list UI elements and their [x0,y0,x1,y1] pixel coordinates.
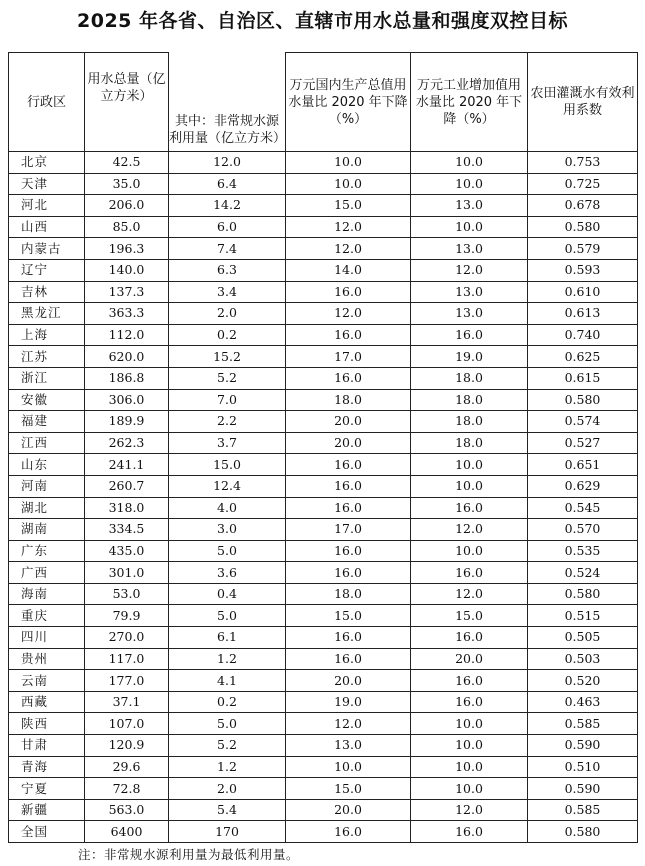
table-row [9,562,638,584]
cell-industry-decline: 10.0 [411,735,528,757]
cell-industry-decline: 16.0 [411,627,528,649]
cell-gdp-decline: 12.0 [286,713,411,735]
cell-region: 西藏 [9,691,85,713]
cell-irrigation-coefficient: 0.615 [528,367,638,389]
cell-gdp-decline: 12.0 [286,303,411,325]
cell-gdp-decline: 10.0 [286,173,411,195]
cell-unconventional: 1.2 [169,648,286,670]
cell-irrigation-coefficient: 0.725 [528,173,638,195]
table-row [9,195,638,217]
table-row [9,346,638,368]
table-row [9,281,638,303]
cell-industry-decline: 10.0 [411,713,528,735]
table-row [9,152,638,174]
cell-unconventional: 3.7 [169,432,286,454]
cell-industry-decline: 13.0 [411,195,528,217]
cell-total: 318.0 [85,497,169,519]
cell-gdp-decline: 19.0 [286,691,411,713]
cell-irrigation-coefficient: 0.625 [528,346,638,368]
cell-region: 云南 [9,670,85,692]
cell-unconventional: 5.0 [169,713,286,735]
cell-industry-decline: 13.0 [411,238,528,260]
cell-industry-decline: 18.0 [411,411,528,433]
cell-irrigation-coefficient: 0.520 [528,670,638,692]
cell-unconventional: 5.4 [169,799,286,821]
cell-total: 262.3 [85,432,169,454]
cell-total: 42.5 [85,152,169,174]
cell-total: 241.1 [85,454,169,476]
table-row [9,216,638,238]
cell-total: 29.6 [85,756,169,778]
cell-gdp-decline: 16.0 [286,475,411,497]
cell-gdp-decline: 13.0 [286,735,411,757]
cell-irrigation-coefficient: 0.580 [528,389,638,411]
cell-unconventional: 14.2 [169,195,286,217]
cell-region: 海南 [9,583,85,605]
cell-irrigation-coefficient: 0.505 [528,627,638,649]
cell-gdp-decline: 20.0 [286,411,411,433]
cell-unconventional: 5.2 [169,735,286,757]
cell-region: 青海 [9,756,85,778]
cell-irrigation-coefficient: 0.524 [528,562,638,584]
cell-gdp-decline: 20.0 [286,799,411,821]
cell-region: 山西 [9,216,85,238]
cell-gdp-decline: 15.0 [286,195,411,217]
cell-region: 内蒙古 [9,238,85,260]
cell-gdp-decline: 10.0 [286,152,411,174]
cell-unconventional: 15.2 [169,346,286,368]
cell-gdp-decline: 16.0 [286,497,411,519]
cell-irrigation-coefficient: 0.570 [528,519,638,541]
cell-gdp-decline: 16.0 [286,367,411,389]
cell-total: 196.3 [85,238,169,260]
cell-gdp-decline: 16.0 [286,281,411,303]
cell-total: 117.0 [85,648,169,670]
cell-total: 53.0 [85,583,169,605]
table-row [9,238,638,260]
table-row [9,778,638,800]
cell-region: 广西 [9,562,85,584]
cell-total: 270.0 [85,627,169,649]
cell-unconventional: 4.1 [169,670,286,692]
cell-region: 贵州 [9,648,85,670]
cell-region: 福建 [9,411,85,433]
cell-industry-decline: 10.0 [411,475,528,497]
cell-total: 435.0 [85,540,169,562]
header-irrigation: 农田灌溉水有效利用系数 [528,53,638,152]
cell-industry-decline: 16.0 [411,324,528,346]
cell-gdp-decline: 20.0 [286,432,411,454]
cell-unconventional: 3.6 [169,562,286,584]
cell-industry-decline: 12.0 [411,259,528,281]
table-row [9,475,638,497]
table-row [9,519,638,541]
cell-total: 334.5 [85,519,169,541]
cell-region: 四川 [9,627,85,649]
cell-industry-decline: 13.0 [411,303,528,325]
table-body [9,152,638,843]
cell-gdp-decline: 14.0 [286,259,411,281]
cell-total: 35.0 [85,173,169,195]
cell-unconventional: 12.4 [169,475,286,497]
cell-irrigation-coefficient: 0.678 [528,195,638,217]
cell-industry-decline: 16.0 [411,691,528,713]
cell-region: 广东 [9,540,85,562]
cell-unconventional: 7.0 [169,389,286,411]
cell-irrigation-coefficient: 0.515 [528,605,638,627]
cell-unconventional: 6.1 [169,627,286,649]
cell-total: 37.1 [85,691,169,713]
cell-total: 260.7 [85,475,169,497]
cell-industry-decline: 12.0 [411,799,528,821]
cell-unconventional: 6.3 [169,259,286,281]
cell-region: 天津 [9,173,85,195]
table-row [9,691,638,713]
cell-irrigation-coefficient: 0.590 [528,735,638,757]
cell-industry-decline: 16.0 [411,562,528,584]
cell-total: 306.0 [85,389,169,411]
cell-irrigation-coefficient: 0.590 [528,778,638,800]
cell-industry-decline: 13.0 [411,281,528,303]
cell-gdp-decline: 17.0 [286,346,411,368]
cell-total: 112.0 [85,324,169,346]
cell-region: 新疆 [9,799,85,821]
cell-region: 山东 [9,454,85,476]
cell-industry-decline: 10.0 [411,756,528,778]
cell-total: 186.8 [85,367,169,389]
cell-irrigation-coefficient: 0.585 [528,799,638,821]
cell-gdp-decline: 16.0 [286,627,411,649]
table-row [9,821,638,843]
header-industry: 万元工业增加值用水量比 2020 年下降（%） [411,53,528,152]
cell-unconventional: 170 [169,821,286,843]
cell-industry-decline: 10.0 [411,540,528,562]
cell-industry-decline: 20.0 [411,648,528,670]
cell-total: 563.0 [85,799,169,821]
cell-gdp-decline: 16.0 [286,454,411,476]
cell-total: 79.9 [85,605,169,627]
table-row [9,389,638,411]
cell-irrigation-coefficient: 0.613 [528,303,638,325]
table-row [9,799,638,821]
cell-industry-decline: 12.0 [411,519,528,541]
cell-industry-decline: 16.0 [411,670,528,692]
cell-unconventional: 3.4 [169,281,286,303]
table-row [9,756,638,778]
table-row [9,497,638,519]
cell-unconventional: 5.2 [169,367,286,389]
cell-gdp-decline: 15.0 [286,778,411,800]
cell-irrigation-coefficient: 0.740 [528,324,638,346]
cell-total: 189.9 [85,411,169,433]
table-row [9,735,638,757]
table-row [9,540,638,562]
cell-unconventional: 0.4 [169,583,286,605]
cell-gdp-decline: 10.0 [286,756,411,778]
cell-gdp-decline: 17.0 [286,519,411,541]
cell-gdp-decline: 16.0 [286,540,411,562]
table-row [9,713,638,735]
cell-irrigation-coefficient: 0.463 [528,691,638,713]
cell-total: 301.0 [85,562,169,584]
header-unconventional: 其中：非常规水源利用量（亿立方米） [169,53,286,152]
cell-irrigation-coefficient: 0.580 [528,821,638,843]
cell-total: 140.0 [85,259,169,281]
cell-gdp-decline: 12.0 [286,238,411,260]
cell-industry-decline: 10.0 [411,216,528,238]
cell-irrigation-coefficient: 0.535 [528,540,638,562]
cell-gdp-decline: 18.0 [286,583,411,605]
cell-region: 黑龙江 [9,303,85,325]
header-region: 行政区 [9,53,85,152]
cell-irrigation-coefficient: 0.503 [528,648,638,670]
cell-irrigation-coefficient: 0.510 [528,756,638,778]
cell-unconventional: 2.0 [169,303,286,325]
cell-industry-decline: 19.0 [411,346,528,368]
cell-industry-decline: 10.0 [411,173,528,195]
cell-irrigation-coefficient: 0.579 [528,238,638,260]
cell-unconventional: 6.4 [169,173,286,195]
cell-unconventional: 5.0 [169,540,286,562]
cell-unconventional: 6.0 [169,216,286,238]
cell-irrigation-coefficient: 0.574 [528,411,638,433]
cell-region: 江西 [9,432,85,454]
cell-region: 浙江 [9,367,85,389]
cell-gdp-decline: 20.0 [286,670,411,692]
cell-total: 120.9 [85,735,169,757]
table-row [9,259,638,281]
cell-gdp-decline: 16.0 [286,324,411,346]
cell-industry-decline: 12.0 [411,583,528,605]
cell-industry-decline: 16.0 [411,821,528,843]
cell-unconventional: 2.0 [169,778,286,800]
cell-irrigation-coefficient: 0.651 [528,454,638,476]
cell-region: 宁夏 [9,778,85,800]
cell-total: 620.0 [85,346,169,368]
cell-total: 363.3 [85,303,169,325]
table-row [9,454,638,476]
cell-irrigation-coefficient: 0.580 [528,583,638,605]
cell-region: 重庆 [9,605,85,627]
cell-industry-decline: 10.0 [411,778,528,800]
cell-total: 6400 [85,821,169,843]
cell-region: 湖南 [9,519,85,541]
targets-table [8,52,638,843]
cell-total: 72.8 [85,778,169,800]
cell-region: 江苏 [9,346,85,368]
cell-unconventional: 0.2 [169,324,286,346]
cell-region: 上海 [9,324,85,346]
table-row [9,627,638,649]
cell-region: 辽宁 [9,259,85,281]
cell-irrigation-coefficient: 0.629 [528,475,638,497]
cell-total: 177.0 [85,670,169,692]
cell-region: 陕西 [9,713,85,735]
cell-industry-decline: 18.0 [411,432,528,454]
table-row [9,303,638,325]
cell-irrigation-coefficient: 0.585 [528,713,638,735]
cell-irrigation-coefficient: 0.593 [528,259,638,281]
cell-region: 甘肃 [9,735,85,757]
footnote: 注：非常规水源利用量为最低利用量。 [78,847,300,862]
cell-industry-decline: 15.0 [411,605,528,627]
cell-total: 107.0 [85,713,169,735]
cell-industry-decline: 18.0 [411,389,528,411]
cell-unconventional: 7.4 [169,238,286,260]
cell-unconventional: 15.0 [169,454,286,476]
cell-region: 安徽 [9,389,85,411]
table-row [9,367,638,389]
table-row [9,324,638,346]
cell-unconventional: 1.2 [169,756,286,778]
cell-irrigation-coefficient: 0.580 [528,216,638,238]
table-row [9,173,638,195]
cell-region: 湖北 [9,497,85,519]
cell-region: 河南 [9,475,85,497]
cell-region: 吉林 [9,281,85,303]
cell-unconventional: 0.2 [169,691,286,713]
cell-industry-decline: 10.0 [411,152,528,174]
cell-industry-decline: 10.0 [411,454,528,476]
cell-region: 全国 [9,821,85,843]
cell-unconventional: 5.0 [169,605,286,627]
table-header [9,53,638,152]
cell-region: 河北 [9,195,85,217]
cell-gdp-decline: 16.0 [286,821,411,843]
cell-gdp-decline: 16.0 [286,562,411,584]
cell-gdp-decline: 16.0 [286,648,411,670]
page-title: 2025 年各省、自治区、直辖市用水总量和强度双控目标 [77,10,568,32]
cell-irrigation-coefficient: 0.610 [528,281,638,303]
table-row [9,605,638,627]
table-row [9,583,638,605]
table-row [9,432,638,454]
cell-gdp-decline: 18.0 [286,389,411,411]
cell-industry-decline: 16.0 [411,497,528,519]
cell-unconventional: 3.0 [169,519,286,541]
table-row [9,411,638,433]
table-row [9,648,638,670]
cell-industry-decline: 18.0 [411,367,528,389]
table-row [9,670,638,692]
cell-total: 85.0 [85,216,169,238]
header-gdp: 万元国内生产总值用水量比 2020 年下降（%） [286,53,411,152]
cell-irrigation-coefficient: 0.545 [528,497,638,519]
cell-gdp-decline: 15.0 [286,605,411,627]
cell-irrigation-coefficient: 0.753 [528,152,638,174]
cell-unconventional: 12.0 [169,152,286,174]
header-total: 用水总量（亿立方米） [85,53,169,152]
cell-irrigation-coefficient: 0.527 [528,432,638,454]
cell-region: 北京 [9,152,85,174]
cell-total: 137.3 [85,281,169,303]
cell-gdp-decline: 12.0 [286,216,411,238]
cell-total: 206.0 [85,195,169,217]
cell-unconventional: 2.2 [169,411,286,433]
cell-unconventional: 4.0 [169,497,286,519]
